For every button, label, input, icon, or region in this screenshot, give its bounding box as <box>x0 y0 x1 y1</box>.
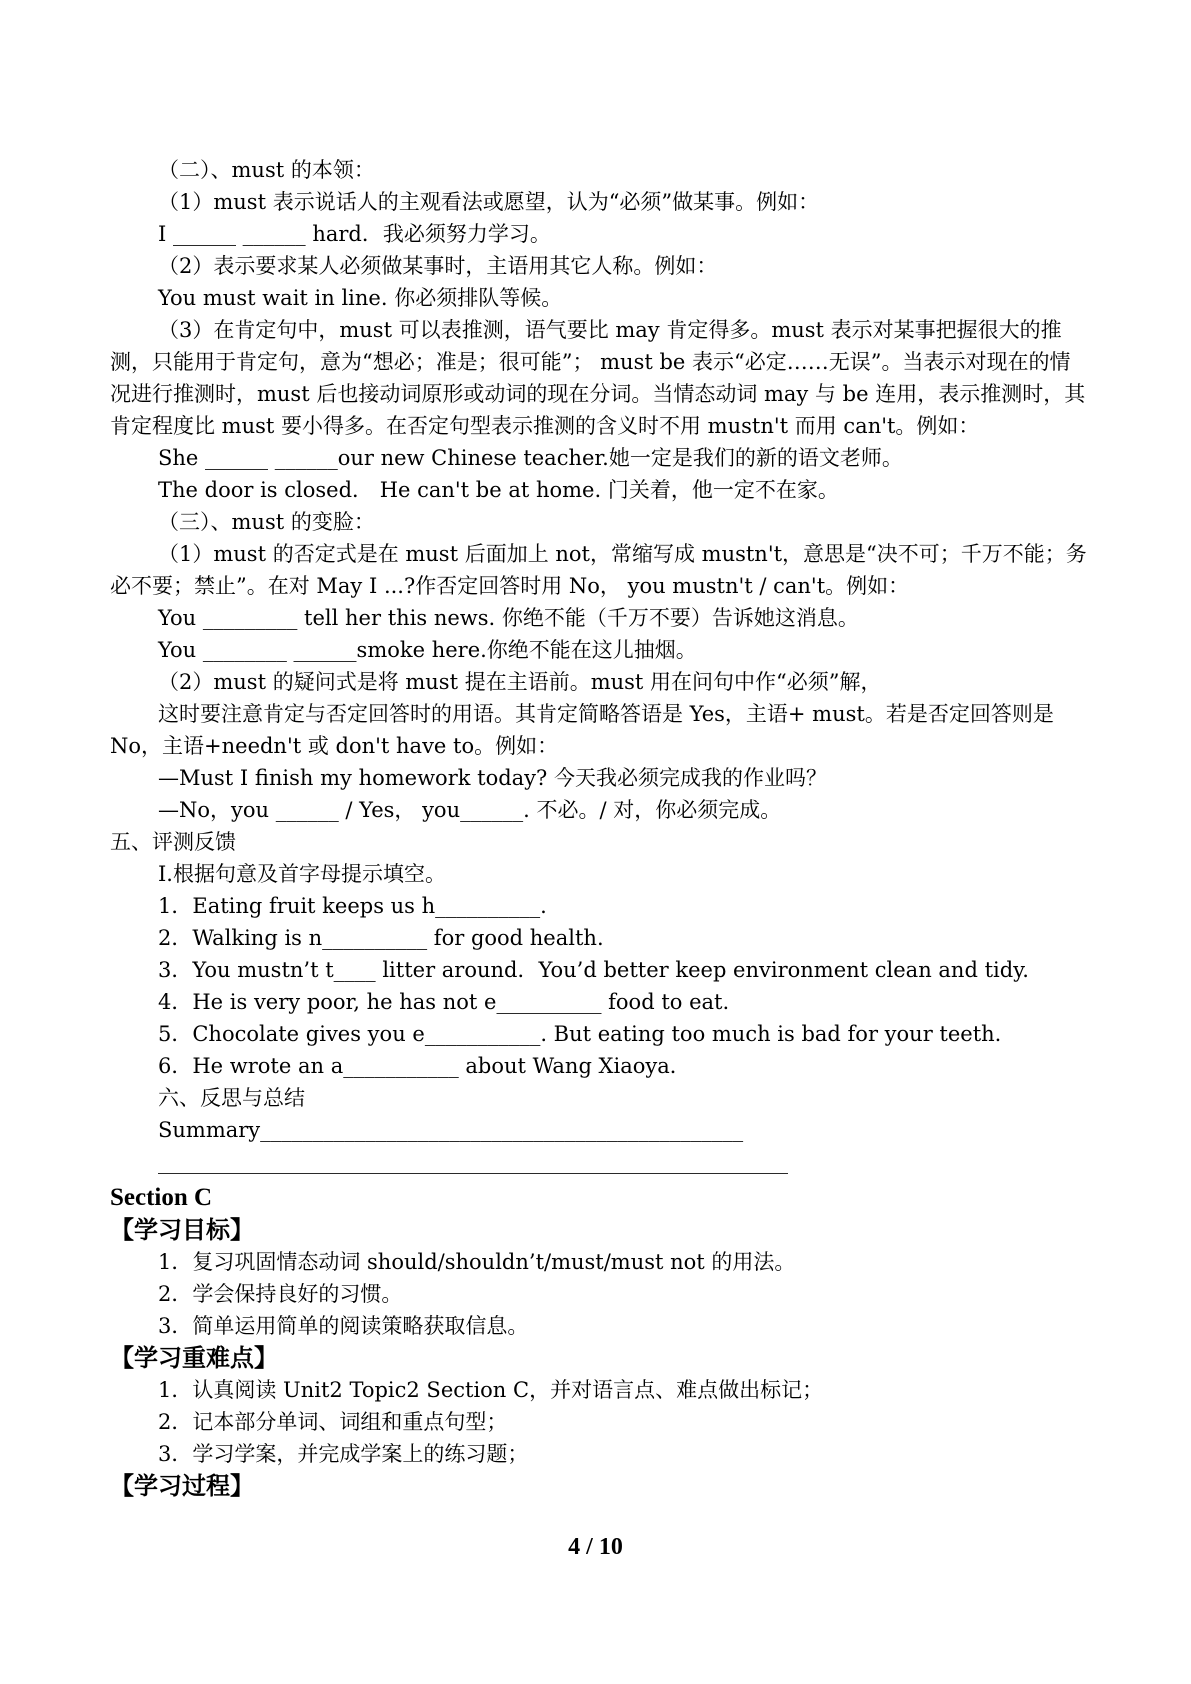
key-points-list <box>110 1374 1090 1470</box>
section-c-title: Section C <box>110 1184 213 1211</box>
must-usage-point-1: （1）must 表示说话人的主观看法或愿望，认为“必须”做某事。例如： <box>158 190 820 214</box>
page-content <box>110 154 1090 1502</box>
reflection-heading: 六、反思与总结 <box>158 1086 305 1110</box>
feedback-item: 2．Walking is n__________ for good health. <box>158 926 604 950</box>
learning-goal-item: 2．学会保持良好的习惯。 <box>158 1282 403 1306</box>
key-point-item: 2．记本部分单词、词组和重点句型； <box>158 1410 508 1434</box>
key-points-heading: 【学习重难点】 <box>110 1344 278 1372</box>
must-change-example-1a: You _________ tell her this news. 你绝不能（千万不要）告诉她这消息。 <box>158 606 859 630</box>
summary-line: Summary______________________________________________ <box>158 1118 744 1142</box>
must-usage-example-2: You must wait in line. 你必须排队等候。 <box>158 286 563 310</box>
feedback-item: 6．He wrote an a___________ about Wang Xiaoya． <box>158 1054 691 1078</box>
feedback-item: 3．You mustn’t t____ litter around．You’d better keep environment clean and tidy. <box>158 958 1029 982</box>
must-usage-example-3a: She ______ ______our new Chinese teacher.她一定是我们的新的语文老师。 <box>158 446 903 470</box>
feedback-item: 4．He is very poor, he has not e__________ food to eat. <box>158 990 730 1014</box>
learning-goal-item: 3．简单运用简单的阅读策略获取信息。 <box>158 1314 529 1338</box>
must-change-heading: （三）、must 的变脸： <box>158 510 375 534</box>
feedback-item: 1．Eating fruit keeps us h__________. <box>158 894 547 918</box>
must-usage-point-3: （3）在肯定句中，must 可以表推测，语气要比 may 肯定得多。must 表示对某事把握很大的推测，只能用于肯定句，意为“想必；准是；很可能”； must be 表示“必定……无误”。当表示对现在的情况进行推测时，must 后也接动词原形或动词的现在分词。当情态动词 may 与 be 连用，表示推测时，其肯定程度比 must 要小得多。在否定句型表示推测的含义时不用 mustn't 而用 can't。例如： <box>110 318 1086 438</box>
summary-blank-line: ____________________________________________________________ <box>158 1150 788 1174</box>
must-change-point-1: （1）must 的否定式是在 must 后面加上 not，常缩写成 mustn't，意思是“决不可；千万不能；务必不要；禁止”。在对 May I ...?作否定回答时用 No， you mustn't / can't。例如： <box>110 542 1087 598</box>
learning-goals-list <box>110 1246 1090 1342</box>
must-usage-example-1: I ______ ______ hard．我必须努力学习。 <box>158 222 551 246</box>
key-point-item: 1．认真阅读 Unit2 Topic2 Section C，并对语言点、难点做出标记； <box>158 1378 824 1402</box>
must-change-point-2b: 这时要注意肯定与否定回答时的用语。其肯定简略答语是 Yes，主语+ must。若是否定回答则是 No，主语+needn't 或 don't have to。例如： <box>110 702 1054 758</box>
learning-process-heading: 【学习过程】 <box>110 1472 254 1500</box>
must-usage-example-3b: The door is closed． He can't be at home. 门关着，他一定不在家。 <box>158 478 839 502</box>
feedback-instruction: I.根据句意及首字母提示填空。 <box>158 862 446 886</box>
must-change-dialog-2: —No，you ______ / Yes， you______. 不必。/ 对，你必须完成。 <box>158 798 782 822</box>
key-point-item: 3．学习学案，并完成学案上的练习题； <box>158 1442 529 1466</box>
feedback-item: 5．Chocolate gives you e___________. But eating too much is bad for your teeth. <box>158 1022 1002 1046</box>
must-usage-heading: （二）、must 的本领： <box>158 158 375 182</box>
feedback-heading: 五、评测反馈 <box>110 830 236 854</box>
must-change-point-2: （2）must 的疑问式是将 must 提在主语前。must 用在问句中作“必须”解， <box>158 670 882 694</box>
learning-goal-item: 1．复习巩固情态动词 should/shouldn’t/must/must not 的用法。 <box>158 1250 796 1274</box>
learning-goals-heading: 【学习目标】 <box>110 1216 254 1244</box>
must-change-dialog-1: —Must I finish my homework today? 今天我必须完成我的作业吗？ <box>158 766 827 790</box>
must-change-example-1b: You ________ ______smoke here.你绝不能在这儿抽烟。 <box>158 638 697 662</box>
page-number: 4 / 10 <box>568 1534 623 1560</box>
must-usage-point-2: （2）表示要求某人必须做某事时，主语用其它人称。例如： <box>158 254 718 278</box>
feedback-items <box>110 890 1090 1082</box>
